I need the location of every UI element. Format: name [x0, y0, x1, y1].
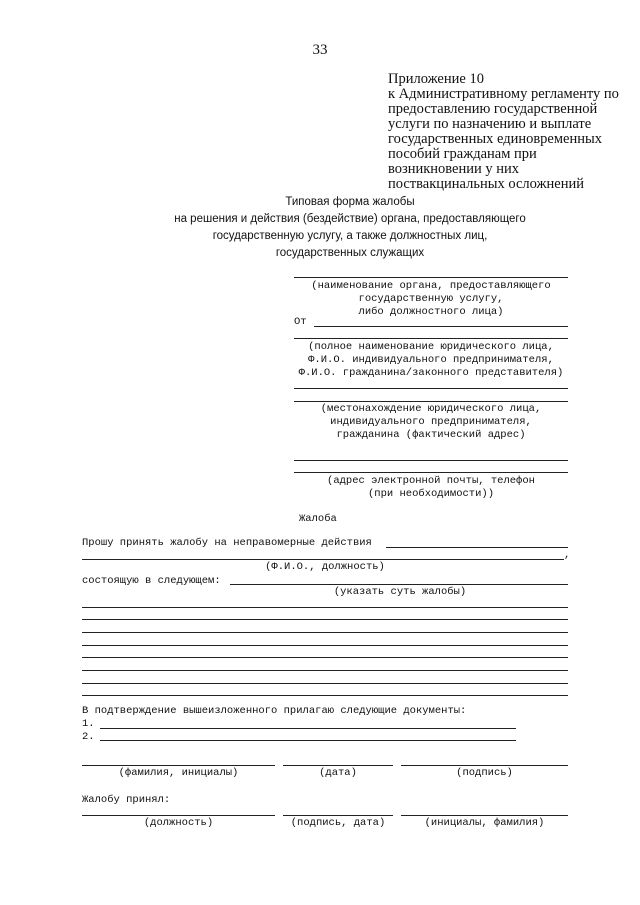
- essence-line[interactable]: [82, 632, 568, 633]
- position-caption: (должность): [143, 817, 214, 829]
- organ-field-line[interactable]: [294, 277, 568, 278]
- surname-field-line[interactable]: [82, 765, 275, 766]
- appendix-line: предоставлению государственной: [388, 101, 598, 117]
- action-field-line-2[interactable]: [82, 559, 564, 560]
- action-field-line[interactable]: [386, 547, 568, 548]
- title-line: государственных служащих: [275, 247, 425, 259]
- applicant-caption: (полное наименование юридического лица, Ф.И.О. индивидуального предпринимателя, Ф.И.О. гражданина/законного представителя): [298, 341, 564, 379]
- title-line: государственную услугу, а также должностных лиц,: [212, 230, 488, 242]
- form-title: [120, 194, 580, 262]
- essence-caption: (указать суть жалобы): [333, 586, 467, 598]
- essence-line[interactable]: [82, 645, 568, 646]
- signature-field-line[interactable]: [401, 765, 568, 766]
- appendix-line: услуги по назначению и выплате: [388, 116, 592, 132]
- essence-line[interactable]: [82, 657, 568, 658]
- from-label: От: [294, 316, 307, 328]
- contact-field-line[interactable]: [294, 472, 568, 473]
- comma: ,: [564, 549, 571, 561]
- date-field-line[interactable]: [283, 765, 393, 766]
- surname-caption: (фамилия, инициалы): [118, 767, 239, 779]
- appendix-line: государственных единовременных: [388, 131, 602, 147]
- essence-line[interactable]: [82, 695, 568, 696]
- applicant-field-line[interactable]: [294, 338, 568, 339]
- title-line: Типовая форма жалобы: [285, 196, 415, 208]
- from-field-line[interactable]: [314, 326, 568, 327]
- essence-line[interactable]: [82, 670, 568, 671]
- attachment-field-1[interactable]: [100, 728, 516, 729]
- appendix-line: поствакцинальных осложнений: [388, 176, 585, 192]
- attachment-number-1: 1.: [82, 718, 95, 730]
- contact-caption: (адрес электронной почты, телефон (при необходимости)): [327, 475, 535, 500]
- appendix-line: Приложение 10: [388, 71, 484, 87]
- essence-field-line[interactable]: [230, 584, 568, 585]
- page-number: 33: [312, 42, 328, 58]
- organ-caption: (наименование органа, предоставляющего государственную услугу, либо должностного лица): [311, 280, 551, 318]
- location-field-line-2[interactable]: [294, 460, 568, 461]
- initials-field-line[interactable]: [401, 815, 568, 816]
- consisting-text: состоящую в следующем:: [82, 575, 221, 587]
- appendix-line: пособий гражданам при: [388, 146, 537, 162]
- attachment-field-2[interactable]: [100, 740, 516, 741]
- signature-caption: (подпись): [456, 767, 513, 779]
- sign-date-field-line[interactable]: [283, 815, 393, 816]
- request-text: Прошу принять жалобу на неправомерные действия: [82, 537, 372, 549]
- title-line: на решения и действия (бездействие) органа, предоставляющего: [174, 213, 526, 225]
- sign-date-caption: (подпись, дата): [290, 817, 386, 829]
- essence-line[interactable]: [82, 607, 568, 608]
- appendix-line: к Административному регламенту по: [388, 86, 619, 102]
- attachment-number-2: 2.: [82, 731, 95, 743]
- appendix-line: возникновении у них: [388, 161, 520, 177]
- essence-line[interactable]: [82, 619, 568, 620]
- appendix-heading: [388, 72, 638, 192]
- location-caption: (местонахождение юридического лица, индивидуального предпринимателя, гражданина (фактический адрес): [320, 403, 542, 441]
- initials-caption: (инициалы, фамилия): [424, 817, 545, 829]
- received-label: Жалобу принял:: [82, 794, 171, 806]
- attachments-text: В подтверждение вышеизложенного прилагаю следующие документы:: [82, 705, 467, 717]
- date-caption: (дата): [319, 767, 357, 779]
- fio-caption: (Ф.И.О., должность): [265, 561, 385, 573]
- essence-line[interactable]: [82, 683, 568, 684]
- applicant-field-line-2[interactable]: [294, 388, 568, 389]
- location-field-line[interactable]: [294, 401, 568, 402]
- complaint-heading: Жалоба: [299, 513, 337, 525]
- position-field-line[interactable]: [82, 815, 275, 816]
